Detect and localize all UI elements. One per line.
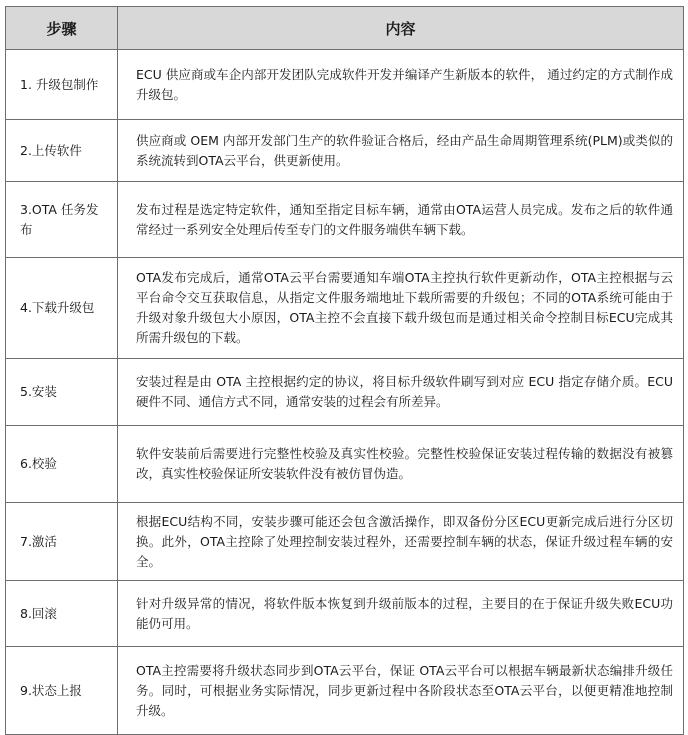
ota-process-table bbox=[5, 6, 684, 735]
table-row bbox=[6, 359, 684, 426]
table-row bbox=[6, 647, 684, 735]
content-cell: OTA发布完成后，通常OTA云平台需要通知车端OTA主控执行软件更新动作，OTA主控根据与云平台命令交互获取信息，从指定文件服务端地址下载所需要的升级包；不同的OTA系统可能由于升级对象升级包大小原因，OTA主控不会直接下载升级包而是通过相关命令控制目标ECU完成其所需升级包的下载。 bbox=[118, 258, 684, 359]
header-content: 内容 bbox=[118, 7, 684, 50]
content-cell: 安装过程是由 OTA 主控根据约定的协议，将目标升级软件刷写到对应 ECU 指定存储介质。ECU 硬件不同、通信方式不同，通常安装的过程会有所差异。 bbox=[118, 359, 684, 426]
step-cell: 4.下载升级包 bbox=[6, 258, 118, 359]
table-row bbox=[6, 50, 684, 120]
table-row bbox=[6, 120, 684, 182]
table-row bbox=[6, 182, 684, 258]
table-row bbox=[6, 258, 684, 359]
content-cell: 软件安装前后需要进行完整性校验及真实性校验。完整性校验保证安装过程传输的数据没有被篡改，真实性校验保证所安装软件没有被仿冒伪造。 bbox=[118, 426, 684, 503]
table-row bbox=[6, 581, 684, 647]
table-row bbox=[6, 426, 684, 503]
content-cell: 发布过程是选定特定软件，通知至指定目标车辆，通常由OTA运营人员完成。发布之后的软件通常经过一系列安全处理后传至专门的文件服务端供车辆下载。 bbox=[118, 182, 684, 258]
content-cell: 针对升级异常的情况，将软件版本恢复到升级前版本的过程，主要目的在于保证升级失败ECU功能仍可用。 bbox=[118, 581, 684, 647]
step-cell: 2.上传软件 bbox=[6, 120, 118, 182]
header-step: 步骤 bbox=[6, 7, 118, 50]
step-cell: 3.OTA 任务发 布 bbox=[6, 182, 118, 258]
table-row bbox=[6, 503, 684, 581]
content-cell: 根据ECU结构不同，安装步骤可能还会包含激活操作，即双备份分区ECU更新完成后进行分区切换。此外，OTA主控除了处理控制安装过程外，还需要控制车辆的状态，保证升级过程车辆的安全。 bbox=[118, 503, 684, 581]
content-cell: OTA主控需要将升级状态同步到OTA云平台，保证 OTA云平台可以根据车辆最新状态编排升级任务。同时，可根据业务实际情况，同步更新过程中各阶段状态至OTA云平台，以便更精准地控制升级。 bbox=[118, 647, 684, 735]
step-cell: 6.校验 bbox=[6, 426, 118, 503]
step-cell: 8.回滚 bbox=[6, 581, 118, 647]
header-row bbox=[6, 7, 684, 50]
step-cell: 9.状态上报 bbox=[6, 647, 118, 735]
step-cell: 7.激活 bbox=[6, 503, 118, 581]
step-cell: 5.安装 bbox=[6, 359, 118, 426]
step-cell: 1. 升级包制作 bbox=[6, 50, 118, 120]
content-cell: ECU 供应商或车企内部开发团队完成软件开发并编译产生新版本的软件， 通过约定的方式制作成升级包。 bbox=[118, 50, 684, 120]
content-cell: 供应商或 OEM 内部开发部门生产的软件验证合格后，经由产品生命周期管理系统(PLM)或类似的系统流转到OTA云平台，供更新使用。 bbox=[118, 120, 684, 182]
